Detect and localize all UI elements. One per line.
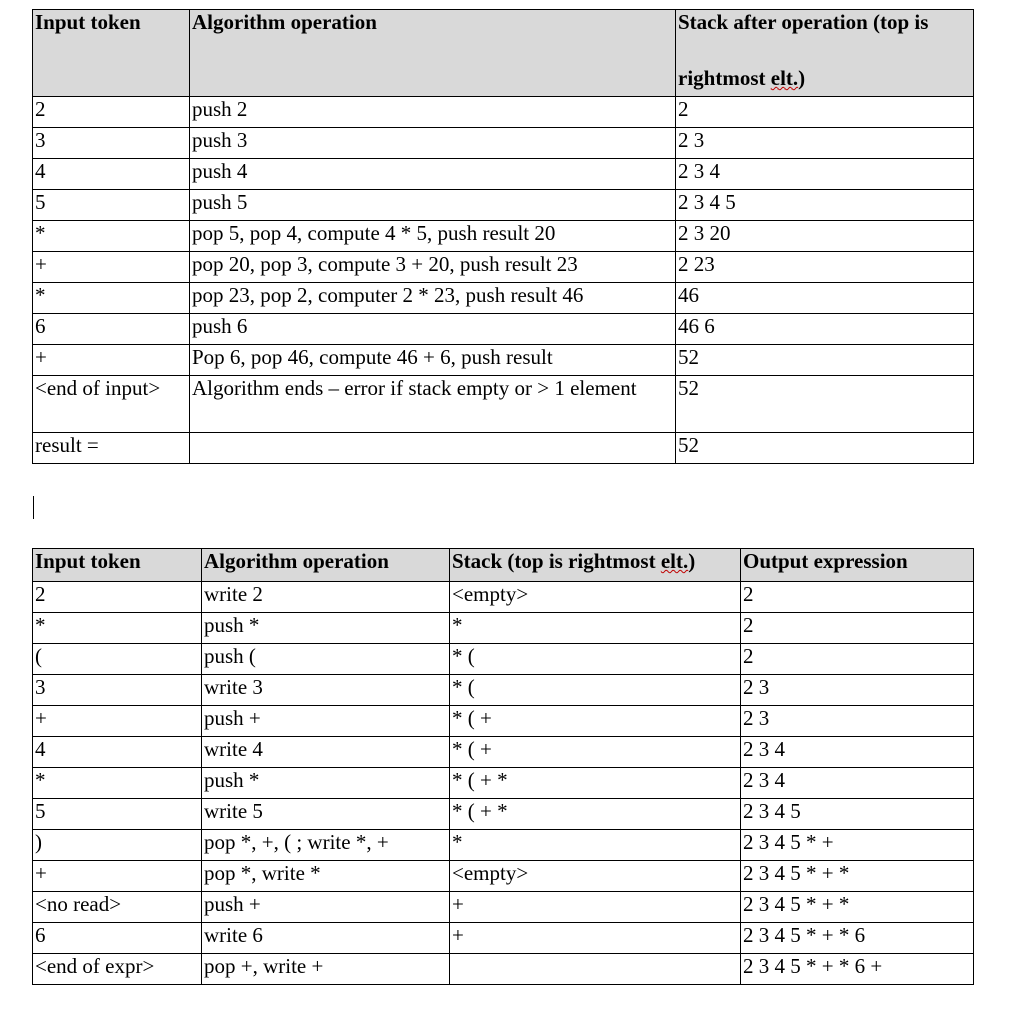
cell-input: 6 xyxy=(33,314,190,345)
cell-stack: * xyxy=(450,613,741,644)
cell-input: 4 xyxy=(33,159,190,190)
cell-operation: pop 20, pop 3, compute 3 + 20, push result 23 xyxy=(190,252,676,283)
table-row xyxy=(33,675,974,706)
cell-input: 5 xyxy=(33,190,190,221)
cell-operation: push 6 xyxy=(190,314,676,345)
cell-stack: 52 xyxy=(676,345,974,376)
cell-input: + xyxy=(33,252,190,283)
table-row xyxy=(33,314,974,345)
cell-operation: push 4 xyxy=(190,159,676,190)
cell-input: + xyxy=(33,345,190,376)
cell-stack: 52 xyxy=(676,376,974,433)
table2-header-operation: Algorithm operation xyxy=(202,549,450,582)
cell-stack: * ( + * xyxy=(450,768,741,799)
table-row xyxy=(33,768,974,799)
table-row xyxy=(33,830,974,861)
cell-output: 2 xyxy=(741,582,974,613)
cell-stack: + xyxy=(450,923,741,954)
cell-stack: * ( xyxy=(450,675,741,706)
table2-header-row xyxy=(33,549,974,582)
cell-operation: write 5 xyxy=(202,799,450,830)
cell-input: 6 xyxy=(33,923,202,954)
cell-stack: * ( + xyxy=(450,737,741,768)
cell-output: 2 3 4 xyxy=(741,768,974,799)
cell-stack: <empty> xyxy=(450,582,741,613)
cell-input: ) xyxy=(33,830,202,861)
cell-operation: Algorithm ends – error if stack empty or > 1 element xyxy=(190,376,676,433)
cell-input: <no read> xyxy=(33,892,202,923)
cell-operation: write 3 xyxy=(202,675,450,706)
table1-header-operation: Algorithm operation xyxy=(190,10,676,97)
cell-input: * xyxy=(33,283,190,314)
table2-header-stack-prefix: Stack (top is rightmost xyxy=(452,549,661,573)
cell-output: 2 3 4 5 * + * 6 xyxy=(741,923,974,954)
cell-operation: push ( xyxy=(202,644,450,675)
cell-input: 2 xyxy=(33,97,190,128)
cell-operation: pop +, write + xyxy=(202,954,450,985)
cell-input: * xyxy=(33,613,202,644)
cell-stack: 2 3 20 xyxy=(676,221,974,252)
cell-stack: 2 3 4 5 xyxy=(676,190,974,221)
table2-header-stack xyxy=(450,549,741,582)
cell-operation: push * xyxy=(202,613,450,644)
table1-header-row xyxy=(33,10,974,97)
table-row xyxy=(33,221,974,252)
cell-stack: 2 23 xyxy=(676,252,974,283)
cell-output: 2 3 4 5 xyxy=(741,799,974,830)
cell-input: result = xyxy=(33,433,190,464)
table-row xyxy=(33,283,974,314)
cell-output: 2 3 4 5 * + * xyxy=(741,892,974,923)
table2-header-output: Output expression xyxy=(741,549,974,582)
cell-output: 2 3 4 5 * + xyxy=(741,830,974,861)
table1-header-stack-line1: Stack after operation (top is xyxy=(678,10,929,34)
cell-output: 2 3 4 5 * + * 6 + xyxy=(741,954,974,985)
cell-input: + xyxy=(33,706,202,737)
cell-operation: push 3 xyxy=(190,128,676,159)
cell-input: <end of expr> xyxy=(33,954,202,985)
cell-operation: write 4 xyxy=(202,737,450,768)
table-row xyxy=(33,954,974,985)
cell-input: 3 xyxy=(33,675,202,706)
cell-operation: push 5 xyxy=(190,190,676,221)
cell-operation: pop 5, pop 4, compute 4 * 5, push result 20 xyxy=(190,221,676,252)
cell-stack: * xyxy=(450,830,741,861)
cell-input: * xyxy=(33,768,202,799)
table2-body xyxy=(33,582,974,985)
table-row xyxy=(33,861,974,892)
table-row xyxy=(33,799,974,830)
table-row xyxy=(33,582,974,613)
cell-operation: write 2 xyxy=(202,582,450,613)
cell-output: 2 xyxy=(741,644,974,675)
cell-operation: write 6 xyxy=(202,923,450,954)
cell-operation: pop *, write * xyxy=(202,861,450,892)
cell-stack: * ( xyxy=(450,644,741,675)
table-row xyxy=(33,159,974,190)
table1-header-stack xyxy=(676,10,974,97)
table-row xyxy=(33,644,974,675)
cell-stack xyxy=(450,954,741,985)
cell-input: <end of input> xyxy=(33,376,190,433)
table-row xyxy=(33,613,974,644)
table-row xyxy=(33,345,974,376)
cell-input: 4 xyxy=(33,737,202,768)
postfix-evaluation-table xyxy=(32,9,974,464)
cell-operation: push + xyxy=(202,892,450,923)
cell-output: 2 3 xyxy=(741,675,974,706)
cell-stack: * ( + xyxy=(450,706,741,737)
table1-header-input: Input token xyxy=(33,10,190,97)
cell-operation: pop *, +, ( ; write *, + xyxy=(202,830,450,861)
table1-header-stack-suffix: ) xyxy=(798,66,806,90)
table-row xyxy=(33,97,974,128)
table-row xyxy=(33,892,974,923)
cell-input: 5 xyxy=(33,799,202,830)
cell-stack: <empty> xyxy=(450,861,741,892)
cell-stack: 46 xyxy=(676,283,974,314)
cell-stack: 2 3 xyxy=(676,128,974,159)
cell-output: 2 3 xyxy=(741,706,974,737)
cell-input: + xyxy=(33,861,202,892)
table1-header-stack-line2 xyxy=(678,66,971,90)
cell-operation: push + xyxy=(202,706,450,737)
table1-body xyxy=(33,97,974,464)
cell-input: 3 xyxy=(33,128,190,159)
cell-operation xyxy=(190,433,676,464)
table-row xyxy=(33,737,974,768)
table2-header-stack-suffix: ) xyxy=(688,549,696,573)
cell-operation: pop 23, pop 2, computer 2 * 23, push result 46 xyxy=(190,283,676,314)
cell-input: 2 xyxy=(33,582,202,613)
cell-stack: 2 3 4 xyxy=(676,159,974,190)
cell-stack: 52 xyxy=(676,433,974,464)
cell-stack: * ( + * xyxy=(450,799,741,830)
text-cursor xyxy=(33,496,34,519)
cell-operation: Pop 6, pop 46, compute 46 + 6, push result xyxy=(190,345,676,376)
spellcheck-squiggle-word: elt. xyxy=(660,549,689,573)
table-row xyxy=(33,706,974,737)
table-row xyxy=(33,190,974,221)
cell-stack: 46 6 xyxy=(676,314,974,345)
table-row xyxy=(33,923,974,954)
cell-output: 2 xyxy=(741,613,974,644)
cell-operation: push * xyxy=(202,768,450,799)
cell-operation: push 2 xyxy=(190,97,676,128)
cell-input: * xyxy=(33,221,190,252)
table2-header-input: Input token xyxy=(33,549,202,582)
spellcheck-squiggle-word: elt. xyxy=(770,66,799,90)
table-row xyxy=(33,252,974,283)
table-row xyxy=(33,433,974,464)
cell-output: 2 3 4 xyxy=(741,737,974,768)
cell-stack: + xyxy=(450,892,741,923)
cell-output: 2 3 4 5 * + * xyxy=(741,861,974,892)
cell-input: ( xyxy=(33,644,202,675)
cell-stack: 2 xyxy=(676,97,974,128)
table1-header-stack-prefix: rightmost xyxy=(678,66,771,90)
infix-to-postfix-table xyxy=(32,548,974,985)
table-row xyxy=(33,376,974,433)
table-row xyxy=(33,128,974,159)
